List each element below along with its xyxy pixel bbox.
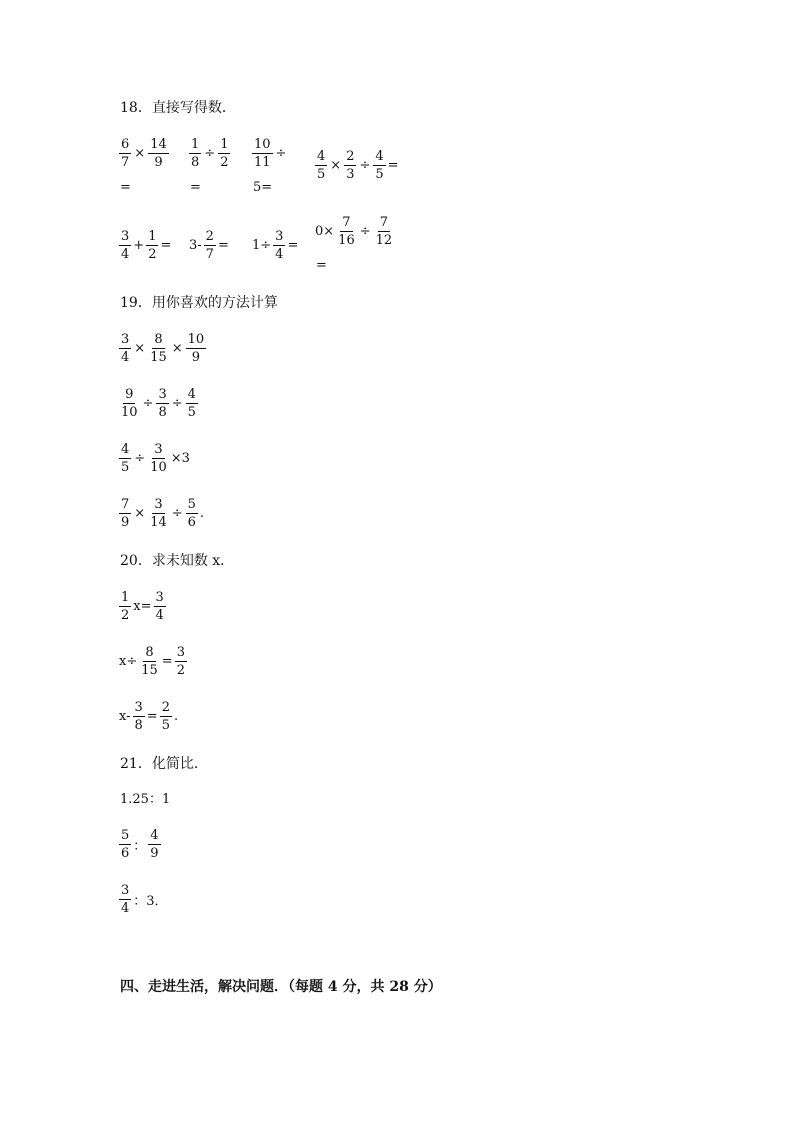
fraction: $\frac{4}{5}$ — [375, 149, 384, 182]
section-4-heading: 四、走进生活，解决问题．（每题 4 分，共 28 分） — [120, 979, 442, 995]
fraction: $\frac{4}{5}$ — [317, 149, 326, 182]
fraction: $\frac{1}{2}$ — [121, 590, 130, 623]
fraction: $\frac{1}{2}$ — [148, 229, 157, 262]
fraction: $\frac{10}{9}$ — [187, 332, 205, 365]
fraction: $\frac{4}{5}$ — [121, 442, 130, 475]
fraction: $\frac{3}{8}$ — [134, 700, 143, 733]
fraction: $\frac{7}{16}$ — [338, 215, 355, 248]
fraction: $\frac{10}{11}$ — [254, 137, 271, 170]
fraction: $\frac{7}{9}$ — [121, 497, 130, 530]
q18-item-5: $\frac{3}{4}$ + $\frac{1}{2}$ = — [121, 229, 172, 262]
q20-title: 20．求未知数 x． — [120, 553, 235, 569]
fraction: $\frac{14}{9}$ — [150, 137, 167, 170]
fraction: $\frac{9}{10}$ — [121, 387, 138, 420]
fraction: $\frac{3}{4}$ — [121, 332, 130, 365]
fraction: $\frac{3}{4}$ — [275, 229, 284, 262]
fraction: $\frac{3}{4}$ — [121, 229, 130, 262]
q19-item-2: $\frac{9}{10}$ ÷ $\frac{3}{8}$ ÷ $\frac{4}{5}$ — [121, 387, 196, 420]
fraction: $\frac{2}{7}$ — [205, 229, 214, 262]
q21-item-2: $\frac{5}{6}$ ： $\frac{4}{9}$ — [121, 828, 159, 861]
fraction: $\frac{3}{14}$ — [150, 497, 167, 530]
fraction: $\frac{7}{12}$ — [375, 215, 393, 248]
q19-title: 19．用你喜欢的方法计算 — [120, 295, 278, 311]
q21-item-3: $\frac{3}{4}$ ：3． — [121, 883, 168, 916]
q18-item-2: $\frac{1}{8}$ ÷ $\frac{1}{2}$ — [191, 137, 229, 170]
q20-item-1: $\frac{1}{2}$ x= $\frac{3}{4}$ — [121, 590, 164, 623]
fraction: $\frac{3}{4}$ — [121, 883, 130, 916]
q18-item-2-result: = — [190, 180, 201, 195]
q18-item-8-result: = — [316, 258, 327, 273]
q19-item-1: $\frac{3}{4}$ × $\frac{8}{15}$ × $\frac{10}{9}$ — [121, 332, 205, 365]
q18-item-3-cont: 5= — [253, 180, 273, 195]
fraction: $\frac{3}{10}$ — [150, 442, 167, 475]
fraction: $\frac{1}{2}$ — [220, 137, 229, 170]
q19-item-4: $\frac{7}{9}$ × $\frac{3}{14}$ ÷ $\frac{5}{6}$ . — [121, 497, 205, 530]
q18-item-6: 3- $\frac{2}{7}$ = — [189, 229, 229, 262]
q18-item-1: $\frac{6}{7}$ × $\frac{14}{9}$ — [121, 137, 167, 170]
q20-item-3: x- $\frac{3}{8}$ = $\frac{2}{5}$ . — [119, 700, 179, 733]
fraction: $\frac{3}{4}$ — [155, 590, 164, 623]
fraction: $\frac{5}{6}$ — [187, 497, 196, 530]
fraction: $\frac{4}{9}$ — [150, 828, 159, 861]
q18-item-3: $\frac{10}{11}$ ÷ — [254, 137, 287, 170]
fraction: $\frac{3}{8}$ — [158, 387, 167, 420]
q18-title: 18．直接写得数． — [120, 100, 236, 116]
q19-item-3: $\frac{4}{5}$ ÷ $\frac{3}{10}$ ×3 — [121, 442, 190, 475]
fraction: $\frac{1}{8}$ — [191, 137, 200, 170]
q18-item-1-result: = — [120, 180, 131, 195]
fraction: $\frac{2}{5}$ — [161, 700, 170, 733]
q21-line-1: 1.25：1 — [120, 792, 171, 807]
q21-title: 21．化简比． — [120, 756, 208, 772]
fraction: $\frac{4}{5}$ — [187, 387, 196, 420]
q18-item-8: 0× $\frac{7}{16}$ ÷ $\frac{7}{12}$ — [315, 215, 393, 248]
fraction: $\frac{3}{2}$ — [176, 645, 185, 678]
fraction: $\frac{8}{15}$ — [141, 645, 158, 678]
fraction: $\frac{2}{3}$ — [346, 149, 355, 182]
fraction: $\frac{8}{15}$ — [150, 332, 167, 365]
q20-item-2: x÷ $\frac{8}{15}$ = $\frac{3}{2}$ — [119, 645, 185, 678]
q18-item-4: $\frac{4}{5}$ × $\frac{2}{3}$ ÷ $\frac{4}{5}$ = — [317, 149, 399, 182]
fraction: $\frac{6}{7}$ — [121, 137, 130, 170]
fraction: $\frac{5}{6}$ — [121, 828, 130, 861]
q18-item-7: 1÷ $\frac{3}{4}$ = — [252, 229, 299, 262]
